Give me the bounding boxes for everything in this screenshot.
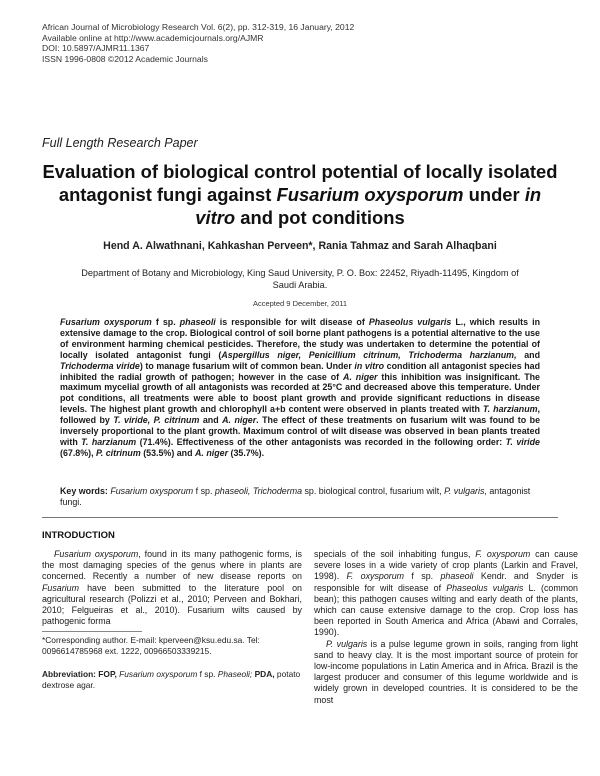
abbreviations-note: Abbreviation: FOP, Fusarium oxysporum f sp. Phaseoli; PDA, potato dextrose agar. bbox=[42, 669, 301, 690]
author-list: Hend A. Alwathnani, Kahkashan Perveen*, Rania Tahmaz and Sarah Alhaqbani bbox=[103, 240, 497, 252]
intro-column-left bbox=[42, 549, 302, 627]
abstract: Fusarium oxysporum f sp. phaseoli is responsible for wilt disease of Phaseolus vulgaris L., which results in extensive damage to the crop. Biological control of soil borne plant pathogens is a potential alternative to the use of environment harming chemical pesticides. Therefore, the study was undertaken to determine the potential of locally isolated antagonist fungi (Aspergillus niger, Penicillium citrinum, Trichoderma harzianum, and Trichoderma viride) to manage fusarium wilt of common bean. Under in vitro condition all antagonist species had inhibited the radial growth of pathogen; however in the case of A. niger this inhibition was insignificant. The maximum mycelial growth of all antagonists was recorded at 25°C and decreased above this temperature. Under pot conditions, all treatments were able to boost plant growth and provide significant reductions in disease levels. The highest plant growth and chlorophyll a+b content were observed in plants treated with T. harzianum, followed by T. viride, P. citrinum and A. niger. The effect of these treatments on fusarium wilt was found to be inversely proportional to the plant growth. Maximum control of wilt disease was observed in bean plants treated with T. harzianum (71.4%). Effectiveness of the other antagonists was recorded in the following order: T. viride (67.8%), P. citrinum (53.5%) and A. niger (35.7%). bbox=[60, 317, 541, 458]
doi: DOI: 10.5897/AJMR11.1367 bbox=[42, 43, 150, 54]
intro-paragraph: Fusarium oxysporum, found in its many pathogenic forms, is the most damaging species of the genus where in plants are concerned. Recently a number of new disease reports on Fusarium have been submitted to the literature pool on agricultural research (Polizzi et al., 2010; Perveen and Bokhari, 2010; Felgueiras et al., 2010). Fusarium wilts caused by pathogenic forma bbox=[42, 549, 302, 627]
intro-paragraph: specials of the soil inhabiting fungus, F. oxysporum can cause severe loses in a wide variety of crop plants (Larkin and Fravel, 1998). F. oxysporum f sp. phaseoli Kendr. and Snyder is responsible for wilt disease of Phaseolus vulgaris L. (common bean); this pathogen causes wilting and early death of the plants, which can cause extensive damage to the crop. Crop loss has been reported in South America and Africa (Abawi and Corrales, 1990). bbox=[314, 549, 578, 638]
footnote-rule bbox=[42, 631, 142, 632]
journal-header bbox=[42, 22, 354, 64]
issn: ISSN 1996-0808 ©2012 Academic Journals bbox=[42, 53, 208, 64]
intro-paragraph: P. vulgaris is a pulse legume grown in soils, ranging from light sand to heavy clay. It is the most important source of protein for low-income populations in Latin America and in Africa. Brazil is the largest producer and consumer of this legume worldwide and is widely grown in developed countries. It is considered to be the most bbox=[314, 638, 579, 705]
keywords-label: Key words: bbox=[60, 486, 108, 496]
accepted-date: Accepted 9 December, 2011 bbox=[252, 299, 348, 308]
intro-column-right bbox=[314, 549, 578, 706]
corresponding-author-note: *Corresponding author. E-mail: kperveen@ksu.edu.sa. Tel: 0096614785968 ext. 1222, 00966503339215. bbox=[42, 635, 260, 656]
journal-citation: African Journal of Microbiology Research Vol. 6(2), pp. 312-319, 16 January, 2012 bbox=[42, 22, 355, 32]
introduction-heading: INTRODUCTION bbox=[42, 530, 115, 541]
paper-title: Evaluation of biological control potential of locally isolated antagonist fungi against Fusarium oxysporum under in vitro and pot conditions bbox=[42, 161, 558, 228]
section-divider bbox=[42, 517, 558, 518]
paper-type: Full Length Research Paper bbox=[42, 136, 198, 150]
keywords: Key words: Fusarium oxysporum f sp. phaseoli, Trichoderma sp. biological control, fusarium wilt, P. vulgaris, antagonist fungi. bbox=[60, 486, 531, 507]
journal-url: Available online at http://www.academicjournals.org/AJMR bbox=[42, 32, 264, 43]
affiliation: Department of Botany and Microbiology, King Saud University, P. O. Box: 22452, Riyadh-11495, Kingdom of Saudi Arabia. bbox=[81, 268, 519, 290]
